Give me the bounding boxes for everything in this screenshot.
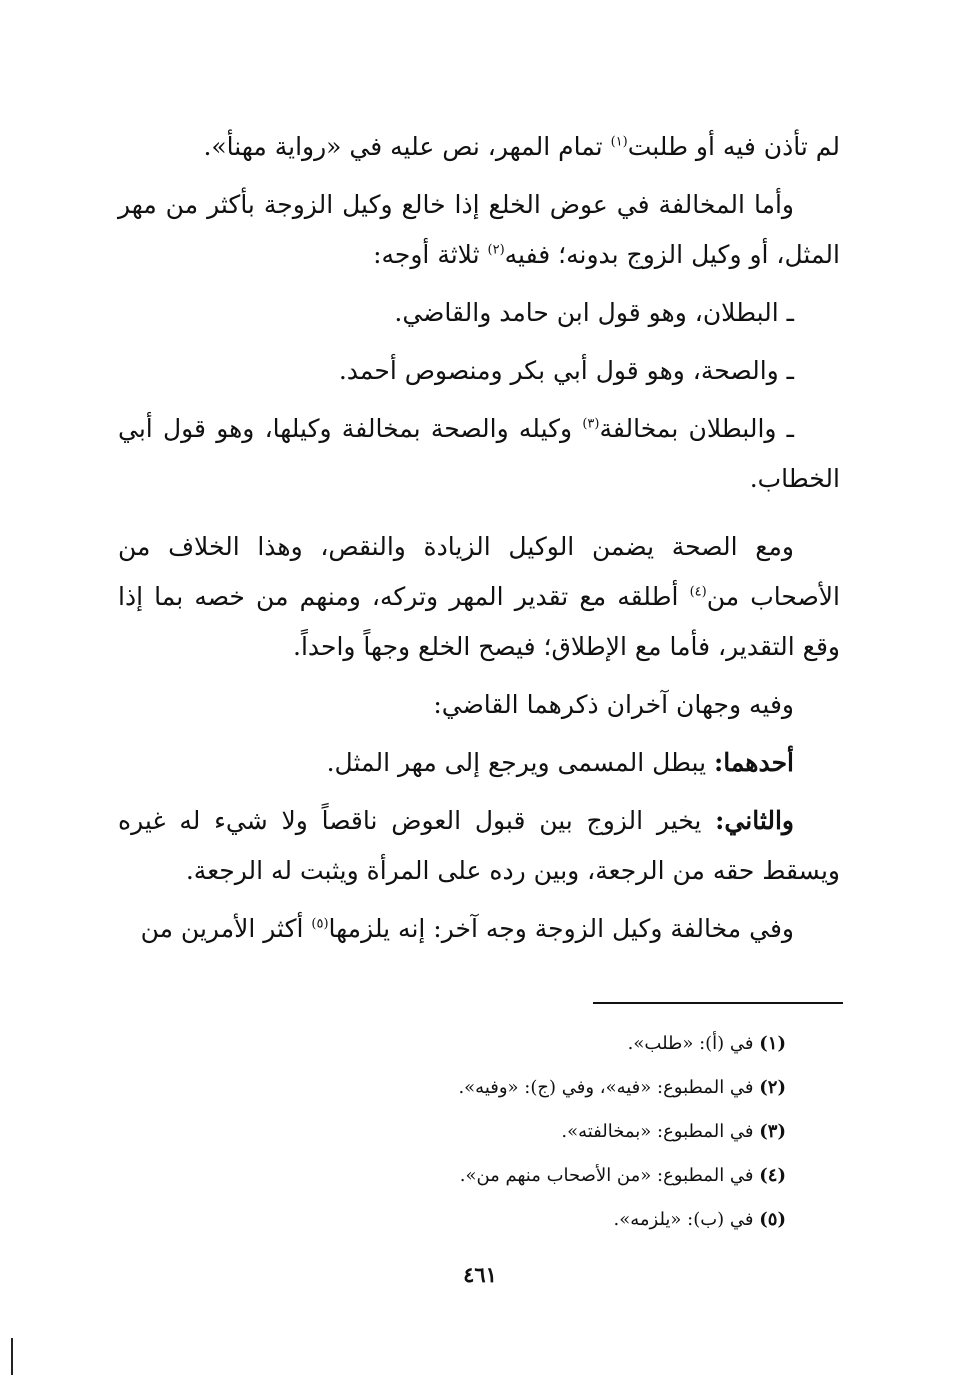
page-number: ٤٦١ — [463, 1262, 497, 1287]
paragraph-6 — [118, 522, 840, 672]
text-run: تمام المهر، نص عليه في «رواية مهنأ». — [203, 132, 611, 161]
text-run: ثلاثة أوجه: — [373, 240, 488, 269]
text-run: ـ والصحة، وهو قول أبي بكر ومنصوص أحمد. — [338, 356, 794, 385]
text-run: وفي مخالفة وكيل الزوجة وجه آخر: إنه يلزمها — [328, 914, 794, 943]
text-run: أكثر الأمرين من — [140, 914, 312, 943]
paragraph-8 — [118, 738, 840, 788]
footnote-4 — [186, 1154, 786, 1198]
text-run: وأما المخالفة في عوض الخلع إذا خالع وكيل الزوجة بأكثر من مهر المثل، أو وكيل الزوج بدونه؛ ففيه — [118, 190, 840, 269]
scan-edge-mark — [11, 1338, 13, 1375]
footnotes — [186, 1022, 786, 1242]
footnote-marker: (١) — [610, 134, 628, 150]
footnote-text: في (أ): «طلب». — [627, 1033, 754, 1054]
paragraph-3 — [118, 288, 840, 338]
footnote-text: في المطبوع: «بمخالفته». — [561, 1121, 754, 1142]
footnote-marker: (٤) — [689, 584, 707, 600]
main-text — [118, 122, 840, 954]
footnote-text: في (ب): «يلزمه». — [613, 1209, 754, 1230]
text-run: وكيله والصحة بمخالفة وكيلها، وهو قول أبي الخطاب. — [118, 414, 840, 493]
text-run: ـ والبطلان بمخالفة — [599, 414, 794, 443]
footnote-number: (١) — [759, 1033, 786, 1054]
footnote-number: (٤) — [759, 1165, 786, 1186]
footnote-marker: (٢) — [487, 242, 505, 258]
text-run: ومع الصحة يضمن الوكيل الزيادة والنقص، وهذا الخلاف من الأصحاب من — [118, 532, 840, 611]
footnote-number: (٣) — [759, 1121, 786, 1142]
paragraph-7 — [118, 680, 840, 730]
text-run: لم تأذن فيه أو طلبت — [627, 132, 840, 161]
footnote-1 — [186, 1022, 786, 1066]
bold-label: أحدهما: — [713, 748, 794, 777]
paragraph-5 — [118, 404, 840, 504]
text-run: وفيه وجهان آخران ذكرهما القاضي: — [433, 690, 794, 719]
footnote-text: في المطبوع: «فيه»، وفي (ج): «وفيه». — [458, 1077, 754, 1098]
paragraph-4 — [118, 346, 840, 396]
footnote-5 — [186, 1198, 786, 1242]
footnote-number: (٢) — [759, 1077, 786, 1098]
text-run: يبطل المسمى ويرجع إلى مهر المثل. — [326, 748, 714, 777]
footnote-number: (٥) — [759, 1209, 786, 1230]
paragraph-1 — [118, 122, 840, 172]
footnote-2 — [186, 1066, 786, 1110]
text-run: يخير الزوج بين قبول العوض ناقصاً ولا شيء له غيره ويسقط حقه من الرجعة، وبين رده على المرأة ويثبت له الرجعة. — [118, 806, 840, 885]
bold-label: والثاني: — [715, 806, 794, 835]
footnote-divider — [593, 1002, 843, 1004]
text-run: أطلقه مع تقدير المهر وتركه، ومنهم من خصه بما إذا وقع التقدير، فأما مع الإطلاق؛ فيصح الخلع وجهاً واحداً. — [118, 582, 840, 661]
footnote-marker: (٣) — [582, 416, 600, 432]
footnote-text: في المطبوع: «من الأصحاب منهم من». — [459, 1165, 754, 1186]
paragraph-9 — [118, 796, 840, 896]
footnote-marker: (٥) — [311, 916, 329, 932]
footnote-3 — [186, 1110, 786, 1154]
paragraph-10 — [118, 904, 840, 954]
paragraph-2 — [118, 180, 840, 280]
text-run: ـ البطلان، وهو قول ابن حامد والقاضي. — [394, 298, 794, 327]
